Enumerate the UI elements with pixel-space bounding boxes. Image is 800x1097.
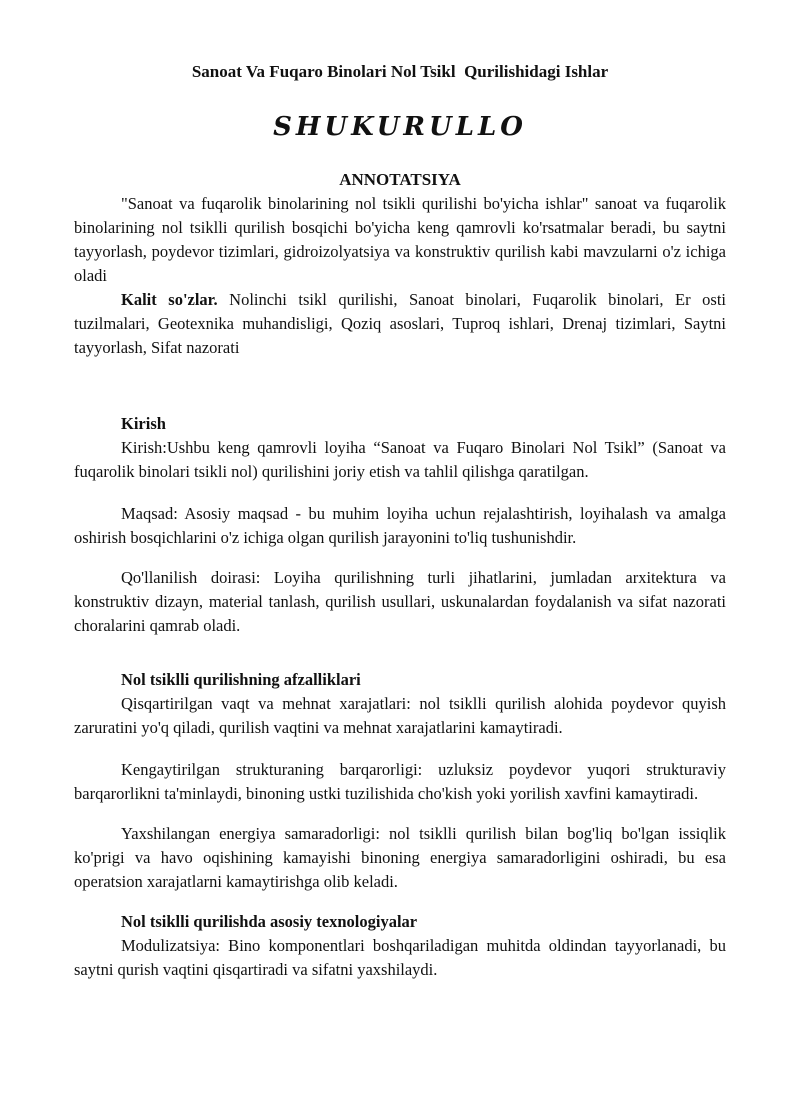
paragraph-kirish: Kirish:Ushbu keng qamrovli loyiha “Sanoat va Fuqaro Binolari Nol Tsikl” (Sanoat va fuqarolik binolari tsikli nol) qurilishini joriy etish va tahlil qilishga qaratilgan. <box>74 438 726 481</box>
keywords-paragraph <box>74 288 726 360</box>
paragraph-maqsad: Maqsad: Asosiy maqsad - bu muhim loyiha uchun rejalashtirish, loyihalash va amalga oshirish bosqichlarini o'z ichiga olgan qurilish jarayonini to'liq tushunishdir. <box>74 504 726 547</box>
annotation-heading: ANNOTATSIYA <box>339 170 461 189</box>
paragraph-yaxshilangan-energiya: Yaxshilangan energiya samaradorligi: nol tsiklli qurilish bilan bog'liq bo'lgan issiqlik ko'prigi va havo oqishining kamayishi binoning energiya samaradorligini oshiradi, bu esa operatsion xarajatlarni kamaytirishga olib keladi. <box>74 824 726 891</box>
keywords-text: Nolinchi tsikl qurilishi, Sanoat binolari, Fuqarolik binolari, Er osti tuzilmalari, Geotexnika muhandisligi, Qoziq asoslari, Tuproq ishlari, Drenaj tizimlari, Saytni tayyorlash, Sifat nazorati <box>74 290 726 357</box>
paragraph-qollanilish-doirasi: Qo'llanilish doirasi: Loyiha qurilishning turli jihatlarini, jumladan arxitektura va konstruktiv dizayn, material tanlash, qurilish usullari, uskunalardan foydalanish va sifat nazorati choralarini qamrab oladi. <box>74 568 726 635</box>
paragraph-modulizatsiya: Modulizatsiya: Bino komponentlari boshqariladigan muhitda oldindan tayyorlanadi, bu saytni qurish vaqtini qisqartiradi va sifatni yaxshilaydi. <box>74 936 726 979</box>
paragraph-qisqartirilgan-vaqt: Qisqartirilgan vaqt va mehnat xarajatlari: nol tsiklli qurilish alohida poydevor quyish zaruratini yo'q qiladi, qurilish vaqtini va mehnat xarajatlarini kamaytiradi. <box>74 694 726 737</box>
section-heading-kirish: Kirish <box>121 414 166 433</box>
section-heading-afzalliklari: Nol tsiklli qurilishning afzalliklari <box>121 670 361 689</box>
section-heading-texnologiyalar: Nol tsiklli qurilishda asosiy texnologiyalar <box>121 912 418 931</box>
annotation-paragraph: "Sanoat va fuqarolik binolarining nol tsikli qurilishi bo'yicha ishlar" sanoat va fuqarolik binolarining nol tsiklli qurilish bosqichi bo'yicha keng qamrovli ko'rsatmalar beradi, bu saytni tayyorlash, poydevor tizimlari, gidroizolyatsiya va konstruktiv qurilish kabi mavzularni o'z ichiga oladi <box>74 194 726 285</box>
paragraph-kengaytirilgan-struktura: Kengaytirilgan strukturaning barqarorligi: uzluksiz poydevor yuqori strukturaviy barqarorlikni ta'minlaydi, binoning ustki tuzilishida cho'kish yoki yorilish xavfini kamaytiradi. <box>74 760 726 803</box>
author-name: SHUKURULLO <box>273 112 527 142</box>
document-title: Sanoat Va Fuqaro Binolari Nol Tsikl Qurilishidagi Ishlar <box>191 62 609 81</box>
keywords-label: Kalit so'zlar. <box>121 290 218 309</box>
document-page <box>0 62 800 982</box>
